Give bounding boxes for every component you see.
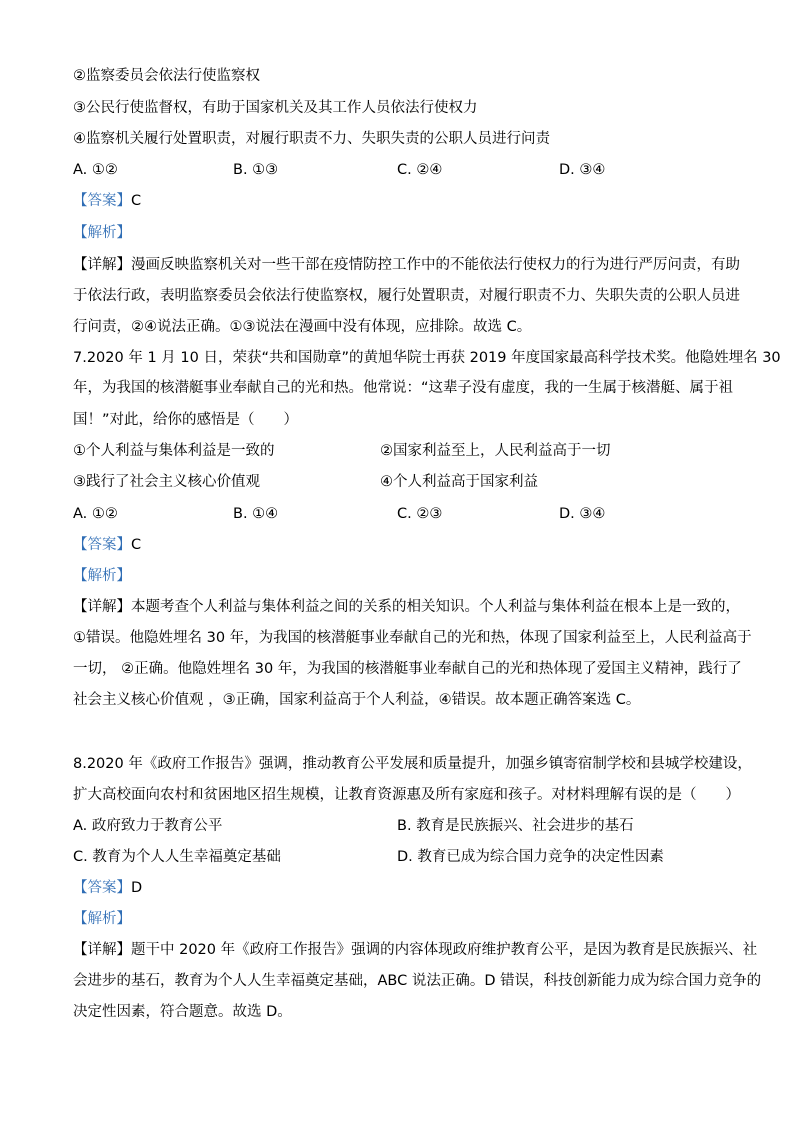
answer-value: C	[131, 193, 142, 209]
q7-analysis-label: 【解析】	[73, 568, 131, 584]
q7-option-a: A. ①②	[73, 506, 118, 522]
q7-item-3: ③践行了社会主义核心价值观	[73, 474, 260, 490]
answer-label: 【答案】	[73, 193, 131, 209]
q6-item-2: ②监察委员会依法行使监察权	[73, 68, 260, 84]
q6-analysis-label: 【解析】	[73, 225, 131, 241]
q8-detail-line-1	[73, 940, 758, 960]
q6-option-a: A. ①②	[73, 162, 118, 178]
detail-label: 【详解】	[73, 942, 131, 958]
q8-option-c: C. 教育为个人人生幸福奠定基础	[73, 849, 281, 865]
q7-item-1: ①个人利益与集体利益是一致的	[73, 443, 275, 459]
q6-option-b: B. ①③	[233, 162, 279, 178]
q6-item-4: ④监察机关履行处置职责，对履行职责不力、失职失责的公职人员进行问责	[73, 131, 550, 147]
q7-item-2: ②国家利益至上，人民利益高于一切	[380, 443, 611, 459]
detail-text: 本题考查个人利益与集体利益之间的关系的相关知识。个人利益与集体利益在根本上是一致的，	[131, 599, 740, 615]
q7-detail-line-2: ①错误。他隐姓埋名 30 年，为我国的核潜艇事业奉献自己的光和热，体现了国家利益至上，人民利益高于	[73, 630, 752, 646]
answer-label: 【答案】	[73, 880, 131, 896]
q8-detail-line-2: 会进步的基石，教育为个人人生幸福奠定基础，ABC 说法正确。D 错误，科技创新能力成为综合国力竞争的	[73, 973, 762, 989]
q6-detail-line-2: 于依法行政，表明监察委员会依法行使监察权，履行处置职责，对履行职责不力、失职失责的公职人员进	[73, 288, 740, 304]
q7-option-b: B. ①④	[233, 506, 279, 522]
q7-stem-line-1: 7.2020 年 1 月 10 日，荣获“共和国勋章”的黄旭华院士再获 2019 年度国家最高科学技术奖。他隐姓埋名 30	[73, 350, 781, 366]
q7-stem-line-2: 年，为我国的核潜艇事业奉献自己的光和热。他常说：“这辈子没有虚度，我的一生属于核潜艇、属于祖	[73, 380, 734, 396]
q6-item-3: ③公民行使监督权，有助于国家机关及其工作人员依法行使权力	[73, 100, 478, 116]
q7-detail-line-1	[73, 597, 740, 617]
detail-label: 【详解】	[73, 257, 131, 273]
q8-detail-line-3: 决定性因素，符合题意。故选 D。	[73, 1004, 292, 1020]
q8-option-d: D. 教育已成为综合国力竞争的决定性因素	[397, 849, 664, 865]
q8-answer	[73, 878, 723, 898]
answer-label: 【答案】	[73, 537, 131, 553]
answer-value: C	[131, 537, 142, 553]
q6-detail-line-3: 行问责，②④说法正确。①③说法在漫画中没有体现，应排除。故选 C。	[73, 319, 532, 335]
q8-stem-line-1: 8.2020 年《政府工作报告》强调，推动教育公平发展和质量提升，加强乡镇寄宿制学校和县城学校建设，	[73, 756, 752, 772]
q7-answer	[73, 535, 723, 555]
q8-option-a: A. 政府致力于教育公平	[73, 818, 223, 834]
q8-stem-line-2: 扩大高校面向农村和贫困地区招生规模，让教育资源惠及所有家庭和孩子。对材料理解有误的是（ ）	[73, 787, 740, 803]
detail-text: 漫画反映监察机关对一些干部在疫情防控工作中的不能依法行使权力的行为进行严厉问责，有助	[131, 257, 740, 273]
detail-text: 题干中 2020 年《政府工作报告》强调的内容体现政府维护教育公平，是因为教育是民族振兴、社	[131, 942, 758, 958]
q8-option-b: B. 教育是民族振兴、社会进步的基石	[397, 818, 634, 834]
q8-analysis-label: 【解析】	[73, 911, 131, 927]
q7-detail-line-3: 一切， ②正确。他隐姓埋名 30 年，为我国的核潜艇事业奉献自己的光和热体现了爱国主义精神，践行了	[73, 661, 742, 677]
q7-detail-line-4: 社会主义核心价值观 ，③正确，国家利益高于个人利益，④错误。故本题正确答案选 C。	[73, 692, 641, 708]
q7-option-d: D. ③④	[559, 506, 606, 522]
q6-option-c: C. ②④	[397, 162, 443, 178]
q6-detail-line-1	[73, 255, 740, 275]
q6-option-d: D. ③④	[559, 162, 606, 178]
q6-answer	[73, 191, 723, 211]
detail-label: 【详解】	[73, 599, 131, 615]
answer-value: D	[131, 880, 143, 896]
q7-stem-line-3: 国！”对此，给你的感悟是（ ）	[73, 412, 299, 428]
q7-item-4: ④个人利益高于国家利益	[380, 474, 538, 490]
q7-option-c: C. ②③	[397, 506, 443, 522]
